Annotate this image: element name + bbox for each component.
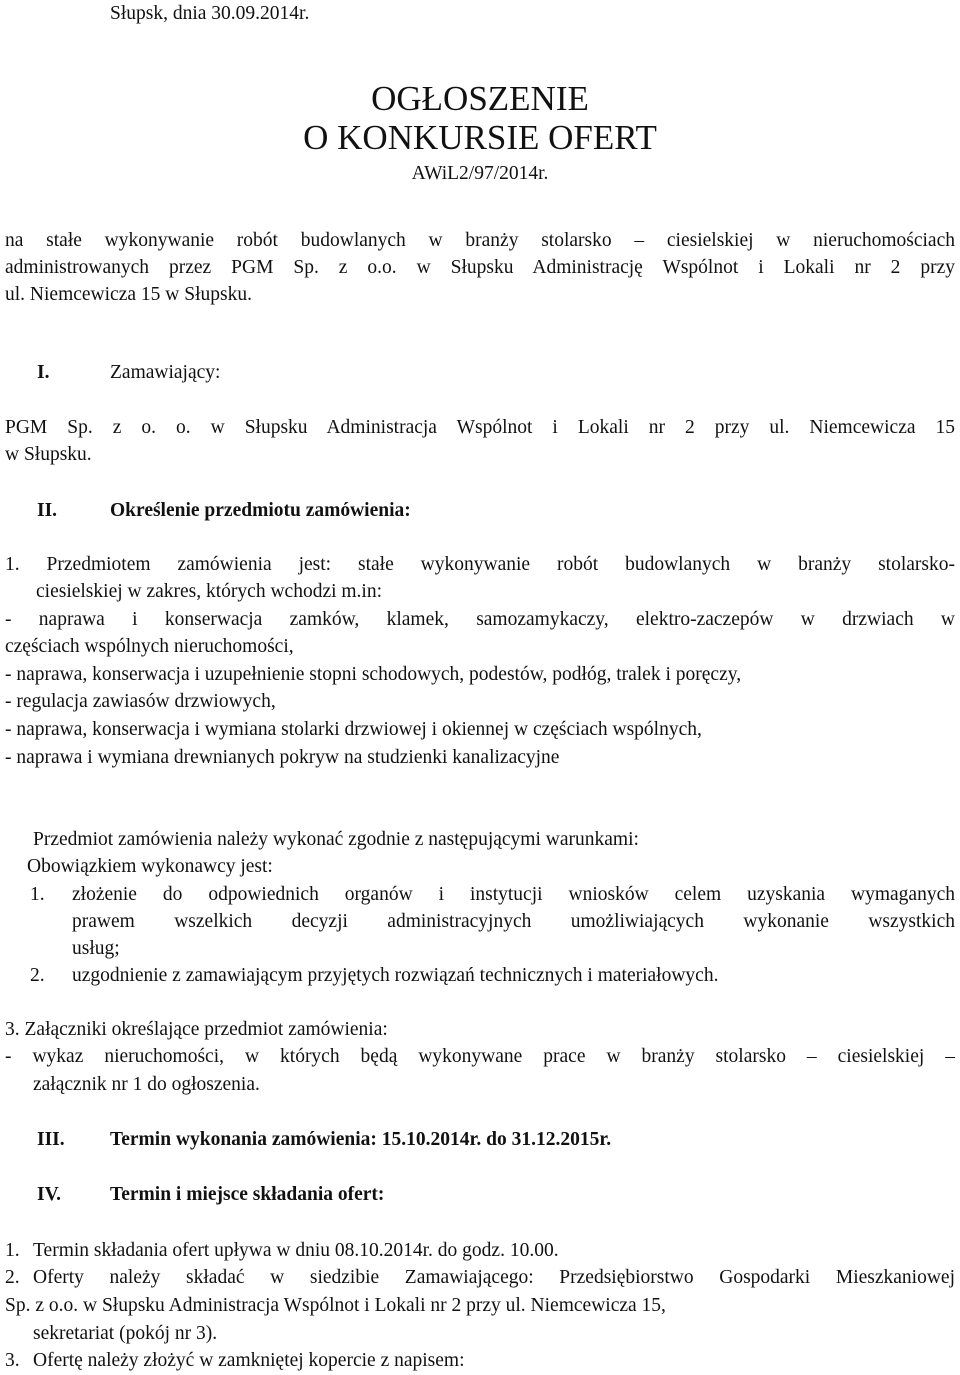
intro-line: ul. Niemcewicza 15 w Słupsku.: [5, 284, 252, 305]
item-number: 2.: [5, 1267, 20, 1288]
bullet-line: - naprawa, konserwacja i wymiana stolarki drzwiowej i okiennej w częściach wspólnych,: [5, 719, 702, 740]
duty-line: prawem wszelkich decyzji administracyjnych umożliwiających wykonanie wszystkich: [72, 911, 955, 932]
bullet-line: - naprawa i wymiana drewnianych pokryw na studzienki kanalizacyjne: [5, 747, 560, 768]
bullet-line: - naprawa, konserwacja i uzupełnienie stopni schodowych, podestów, podłóg, tralek i poręczy,: [5, 664, 742, 685]
attachments-heading: 3. Załączniki określające przedmiot zamówienia:: [5, 1019, 388, 1040]
duty-intro: Obowiązkiem wykonawcy jest:: [27, 856, 273, 877]
document-title: OGŁOSZENIE: [371, 79, 589, 118]
attachments-line: załącznik nr 1 do ogłoszenia.: [33, 1074, 260, 1095]
item-line: Sp. z o.o. w Słupsku Administracja Wspólnot i Lokali nr 2 przy ul. Niemcewicza 15,: [5, 1295, 666, 1316]
reference-number: AWiL2/97/2014r.: [411, 163, 549, 184]
section-number: III.: [37, 1129, 65, 1150]
bullet-line: - naprawa i konserwacja zamków, klamek, samozamykaczy, elektro-zaczepów w drzwiach w: [5, 609, 955, 630]
item-number: 3.: [5, 1350, 20, 1371]
attachments-line: - wykaz nieruchomości, w których będą wykonywane prace w branży stolarsko – ciesielskiej –: [5, 1046, 955, 1067]
item-line: sekretariat (pokój nr 3).: [33, 1323, 218, 1344]
section-title: Zamawiający:: [110, 362, 221, 383]
section-line: PGM Sp. z o. o. w Słupsku Administracja Wspólnot i Lokali nr 2 przy ul. Niemcewicza 15: [5, 417, 955, 438]
item-number: 1.: [5, 1240, 20, 1261]
item-line: Oferty należy składać w siedzibie Zamawiającego: Przedsiębiorstwo Gospodarki Mieszkaniowej: [33, 1267, 955, 1288]
section-number: II.: [37, 500, 58, 521]
item-text: Termin składania ofert upływa w dniu 08.10.2014r. do godz. 10.00.: [33, 1240, 559, 1261]
intro-line: na stałe wykonywanie robót budowlanych w branży stolarsko – ciesielskiej w nieruchomościach: [5, 230, 955, 251]
conditions-intro: Przedmiot zamówienia należy wykonać zgodnie z następującymi warunkami:: [33, 829, 639, 850]
bullet-line: - regulacja zawiasów drzwiowych,: [5, 691, 276, 712]
duty-line: uzgodnienie z zamawiającym przyjętych rozwiązań technicznych i materiałowych.: [72, 965, 719, 986]
section-number: I.: [37, 362, 50, 383]
duty-number: 1.: [30, 884, 45, 905]
document-subtitle: O KONKURSIE OFERT: [303, 118, 657, 157]
document-date: Słupsk, dnia 30.09.2014r.: [110, 3, 310, 24]
duty-number: 2.: [30, 965, 45, 986]
duty-line: usług;: [72, 938, 120, 959]
item-text: Ofertę należy złożyć w zamkniętej kopercie z napisem:: [33, 1350, 465, 1371]
intro-line: administrowanych przez PGM Sp. z o.o. w Słupsku Administrację Wspólnot i Lokali nr 2 przy: [5, 257, 955, 278]
section-title: Określenie przedmiotu zamówienia:: [110, 500, 411, 521]
section-line: w Słupsku.: [5, 444, 92, 465]
duty-line: złożenie do odpowiednich organów i instytucji wniosków celem uzyskania wymaganych: [72, 884, 955, 905]
bullet-line: częściach wspólnych nieruchomości,: [5, 636, 294, 657]
section-number: IV.: [37, 1184, 62, 1205]
paragraph-line: 1. Przedmiotem zamówienia jest: stałe wykonywanie robót budowlanych w branży stolarsko-: [5, 554, 955, 575]
section-title: Termin i miejsce składania ofert:: [110, 1184, 385, 1205]
paragraph-line: ciesielskiej w zakres, których wchodzi m.in:: [36, 581, 383, 602]
section-title: Termin wykonania zamówienia: 15.10.2014r. do 31.12.2015r.: [110, 1129, 612, 1150]
